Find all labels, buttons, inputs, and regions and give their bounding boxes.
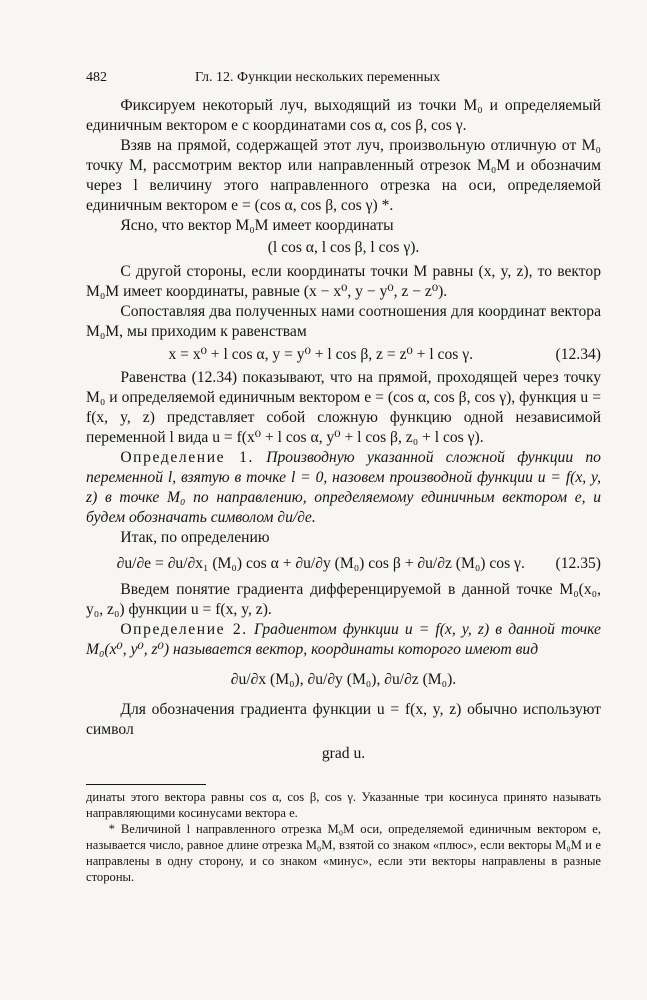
- definition-label: Определение 2.: [120, 621, 248, 638]
- equation-grad-symbol: grad u.: [321, 745, 366, 762]
- page-header: [86, 70, 601, 86]
- running-title: Гл. 12. Функции нескольких переменных: [195, 70, 441, 85]
- footnote-continued: динаты этого вектора равны cos α, cos β, cos γ. Указанные три косинуса принято называть направляющими косинусами вектора e.: [86, 790, 601, 820]
- paragraph-ray: Фиксируем некоторый луч, выходящий из точки M₀ и определяемый единичным вектором e с координатами cos α, cos β, cos γ.: [86, 97, 601, 134]
- footnote-star: * Величиной l направленного отрезка M₀M оси, определяемой единичным вектором e, называется число, равное длине отрезка M₀M, взятой со знаком «плюс», если векторы M₀M и e направлены в одну сторону, и со знаком «минус», если эти векторы направлены в разные стороны.: [86, 822, 601, 884]
- paragraph-coordinates: Ясно, что вектор M₀M имеет координаты: [120, 217, 394, 234]
- paragraph-equalities: Равенства (12.34) показывают, что на прямой, проходящей через точку M₀ и определяемой единичным вектором e = (cos α, cos β, cos γ), функция u = f(x, y, z) представляет собой сложную функцию одной независимой переменной l вида u = f(x⁰ + l cos α, y⁰ + l cos β, z₀ + l cos γ).: [86, 369, 601, 446]
- paragraph-notation: Для обозначения градиента функции u = f(x, y, z) обычно используют символ: [86, 701, 601, 738]
- equation-gradient-components: ∂u/∂x (M₀), ∂u/∂y (M₀), ∂u/∂z (M₀).: [230, 671, 457, 688]
- definition-text: Производную указанной сложной функции по переменной l, взятую в точке l = 0, назовем производной функции u = f(x, y, z) в точке M₀ по направлению, определяемому единичным вектором e, и будем обозначать символом ∂u/∂e.: [86, 449, 601, 526]
- paragraph-segment: Взяв на прямой, содержащей этот луч, произвольную отличную от M₀ точку M, рассмотрим вектор или направленный отрезок M₀M и обозначим через l величину этого направленного отрезка на оси, определяемой единичным вектором e = (cos α, cos β, cos γ) *.: [86, 137, 601, 214]
- footnotes: [86, 789, 601, 885]
- definition-text: Градиентом функции u = f(x, y, z) в данной точке M₀(x⁰, y⁰, z⁰) называется вектор, координаты которого имеют вид: [86, 621, 601, 658]
- equation-coordinates: (l cos α, l cos β, l cos γ).: [267, 239, 420, 256]
- paragraph-compare: Сопоставляя два полученных нами соотношения для координат вектора M₀M, мы приходим к равенствам: [86, 303, 601, 340]
- main-text: [86, 96, 601, 885]
- equation-body: x = x⁰ + l cos α, y = y⁰ + l cos β, z = z⁰ + l cos γ.: [168, 346, 474, 363]
- equation-number: (12.35): [555, 555, 601, 572]
- footnote-divider: [86, 784, 206, 785]
- page-number: 482: [86, 70, 107, 85]
- paragraph-by-definition: Итак, по определению: [120, 529, 270, 546]
- equation-body: ∂u/∂e = ∂u/∂x₁ (M₀) cos α + ∂u/∂y (M₀) cos β + ∂u/∂z (M₀) cos γ.: [116, 555, 525, 572]
- equation-12-35: [86, 554, 601, 574]
- paragraph-other-side: С другой стороны, если координаты точки M равны (x, y, z), то вектор M₀M имеет координаты, равные (x − x⁰, y − y⁰, z − z⁰).: [86, 263, 601, 300]
- definition-1: [86, 448, 601, 528]
- equation-12-34: [86, 345, 601, 365]
- definition-2: [86, 620, 601, 660]
- equation-number: (12.34): [555, 346, 601, 363]
- paragraph-gradient-intro: Введем понятие градиента дифференцируемой в данной точке M₀(x₀, y₀, z₀) функции u = f(x, y, z).: [86, 581, 601, 618]
- definition-label: Определение 1.: [120, 449, 254, 466]
